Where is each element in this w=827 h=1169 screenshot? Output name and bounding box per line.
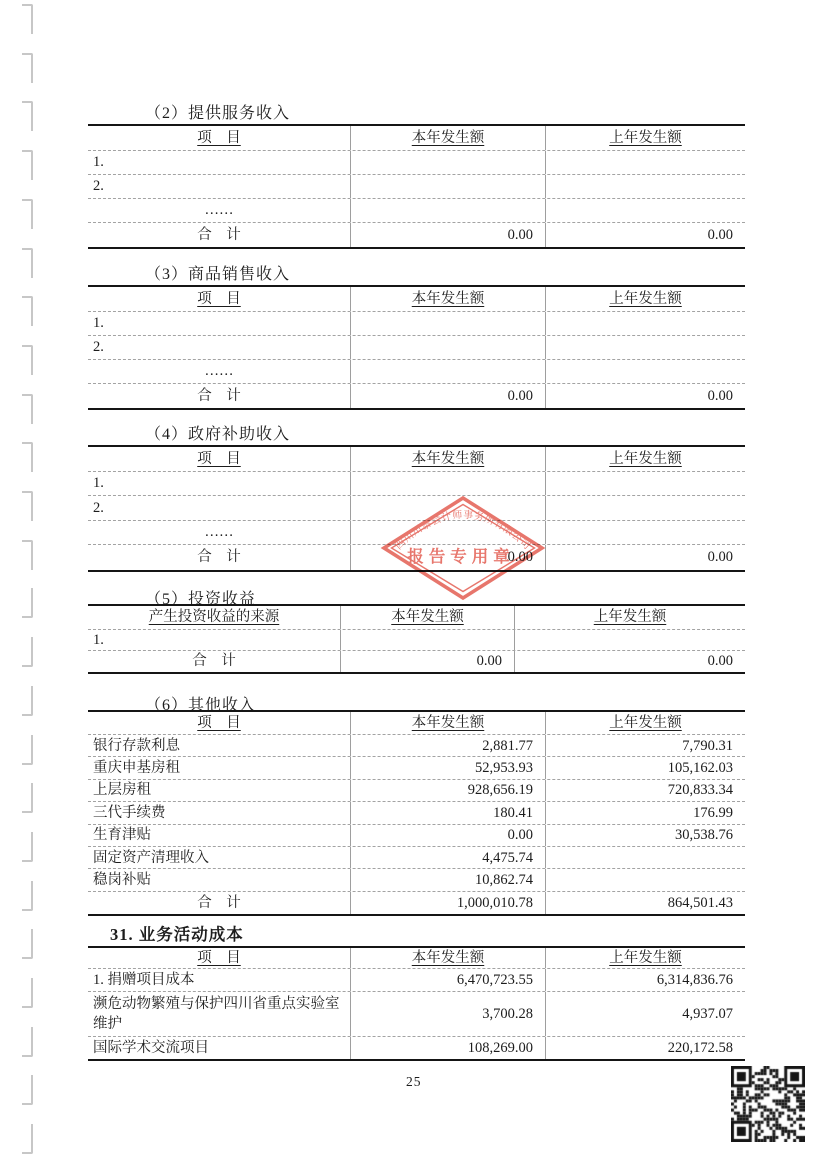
header-cell [88,948,350,968]
row-label-cell: 合 计 [197,549,241,566]
amount-cell: 720,833.34 [545,780,745,801]
binding-mark [22,735,33,765]
row-label-cell: 1. [93,631,104,648]
section-title-activity-cost: 31. 业务活动成本 [110,925,244,944]
binding-mark [22,978,33,1008]
header-cell [88,287,350,311]
table-row [88,992,745,1037]
binding-mark [22,540,33,570]
column-header: 上年发生额 [609,290,682,307]
amount-cell [545,847,745,868]
table-service-income [88,124,745,249]
qr-code [731,1066,805,1142]
binding-mark [22,491,33,521]
binding-mark [22,4,33,34]
column-header: 本年发生额 [411,290,485,307]
row-label-cell: 固定资产清理收入 [93,849,209,866]
header-cell [545,948,745,968]
table-row [88,847,745,869]
amount-cell [350,336,545,359]
amount-cell [545,336,745,359]
section-title-service-income: （2）提供服务收入 [145,105,291,122]
table-header-row [88,287,745,312]
seal-company-name: 四川川泰会计师事务所有限公司 [393,509,533,553]
table-row [88,384,745,408]
section-title-investment-income: （5）投资收益 [145,591,257,608]
column-header: 项 目 [197,949,241,966]
header-cell [350,447,545,471]
table-header-row [88,126,745,151]
column-header: 本年发生额 [411,949,485,966]
page-number: 25 [406,1074,422,1089]
row-label-cell: 上层房租 [93,782,151,799]
row-label-cell: 濒危动物繁殖与保护四川省重点实验室维护 [93,995,340,1032]
header-cell [88,606,340,629]
binding-mark [22,832,33,862]
row-label-cell: 2. [93,499,104,516]
amount-cell [350,312,545,335]
amount-cell [340,630,514,650]
row-label-cell: 国际学术交流项目 [93,1039,209,1056]
amount-cell: 176.99 [545,802,745,823]
table-row [88,802,745,824]
header-cell [545,447,745,471]
row-label-cell: 生育津贴 [93,827,151,844]
table-row [88,175,745,199]
amount-cell [545,360,745,383]
amount-cell [350,496,545,520]
binding-mark [22,345,33,375]
table-row [88,651,745,672]
table-row [88,496,745,521]
table-investment-income [88,604,745,674]
row-label-cell: …… [204,363,234,380]
column-header: 本年发生额 [391,609,464,626]
amount-cell: 0.00 [545,545,745,570]
binding-mark [22,394,33,424]
amount-cell [545,199,745,222]
table-row [88,223,745,247]
binding-mark [22,1075,33,1105]
amount-cell [545,472,745,495]
row-label-cell: 银行存款利息 [93,737,180,754]
column-header: 本年发生额 [411,714,485,731]
binding-mark [22,442,33,472]
amount-cell [545,521,745,544]
column-header: 本年发生额 [411,450,485,467]
column-header: 上年发生额 [593,609,667,626]
column-header: 产生投资收益的来源 [148,609,280,626]
row-label-cell: 1. 捐赠项目成本 [93,971,195,988]
table-row [88,869,745,891]
header-cell [545,287,745,311]
table-row [88,735,745,757]
header-cell [514,606,745,629]
row-label-cell: 稳岗补贴 [93,871,151,888]
row-label-cell: 合 计 [192,653,236,670]
header-cell [350,948,545,968]
row-label-cell: 1. [93,475,104,492]
amount-cell: 6,314,836.76 [545,969,745,991]
amount-cell: 108,269.00 [350,1037,545,1059]
table-row [88,630,745,651]
row-label-cell: …… [204,202,234,219]
column-header: 上年发生额 [609,714,682,731]
amount-cell: 0.00 [545,223,745,247]
amount-cell [350,199,545,222]
row-label-cell: …… [204,524,234,541]
table-activity-cost [88,946,745,1061]
binding-mark [22,783,33,813]
table-row [88,892,745,914]
row-label-cell: 1. [93,315,104,332]
binding-mark [22,686,33,716]
amount-cell: 10,862.74 [350,869,545,890]
amount-cell [545,312,745,335]
table-row [88,545,745,570]
binding-mark [22,637,33,667]
table-row [88,151,745,175]
header-cell [88,447,350,471]
amount-cell [350,472,545,495]
binding-mark [22,199,33,229]
amount-cell: 2,881.77 [350,735,545,756]
table-header-row [88,447,745,472]
binding-mark [22,881,33,911]
binding-mark [22,1027,33,1057]
table-gov-subsidy-income [88,445,745,572]
column-header: 上年发生额 [609,949,682,966]
amount-cell [545,151,745,174]
header-cell [350,126,545,150]
amount-cell [545,175,745,198]
table-row [88,969,745,992]
amount-cell: 0.00 [350,384,545,408]
column-header: 本年发生额 [411,129,485,146]
table-row [88,360,745,384]
column-header: 上年发生额 [609,450,682,467]
row-label-cell: 合 计 [197,226,241,243]
table-row [88,1037,745,1059]
table-header-row [88,948,745,969]
header-cell [88,126,350,150]
table-row [88,825,745,847]
table-row [88,472,745,496]
table-goods-sales-income [88,285,745,410]
amount-cell: 3,700.28 [350,992,545,1036]
amount-cell: 4,937.07 [545,992,745,1036]
table-other-income [88,710,745,916]
amount-cell [545,869,745,890]
section-title-gov-subsidy-income: （4）政府补助收入 [145,426,291,443]
header-cell [545,126,745,150]
amount-cell: 0.00 [350,545,545,570]
amount-cell [350,175,545,198]
row-label-cell: 重庆申基房租 [93,759,180,776]
row-label-cell: 2. [93,178,104,195]
section-title-goods-sales-income: （3）商品销售收入 [145,266,291,283]
table-row [88,521,745,545]
amount-cell [350,360,545,383]
amount-cell: 7,790.31 [545,735,745,756]
header-cell [340,606,514,629]
section-title-other-income: （6）其他收入 [145,697,257,714]
column-header: 项 目 [197,290,241,307]
header-cell [350,287,545,311]
binding-mark [22,929,33,959]
amount-cell: 52,953.93 [350,757,545,778]
amount-cell: 30,538.76 [545,825,745,846]
row-label-cell: 1. [93,154,104,171]
amount-cell: 0.00 [350,223,545,247]
column-header: 上年发生额 [609,129,682,146]
column-header: 项 目 [197,129,241,146]
amount-cell: 864,501.43 [545,892,745,914]
amount-cell: 220,172.58 [545,1037,745,1059]
table-row [88,780,745,802]
amount-cell [350,521,545,544]
amount-cell [350,151,545,174]
row-label-cell: 合 计 [197,894,241,911]
binding-mark [22,248,33,278]
amount-cell: 0.00 [514,651,745,672]
column-header: 项 目 [197,714,241,731]
row-label-cell: 合 计 [197,387,241,404]
amount-cell: 1,000,010.78 [350,892,545,914]
amount-cell: 6,470,723.55 [350,969,545,991]
column-header: 项 目 [197,450,241,467]
table-row [88,199,745,223]
binding-mark [22,588,33,618]
amount-cell: 0.00 [340,651,514,672]
amount-cell: 0.00 [350,825,545,846]
amount-cell [545,496,745,520]
table-row [88,312,745,336]
table-header-row [88,712,745,735]
row-label-cell: 2. [93,339,104,356]
amount-cell: 105,162.03 [545,757,745,778]
binding-mark [22,1124,33,1154]
amount-cell [514,630,745,650]
amount-cell: 928,656.19 [350,780,545,801]
header-cell [545,712,745,734]
amount-cell: 4,475.74 [350,847,545,868]
header-cell [350,712,545,734]
seal-label: 报告专用章 [407,547,515,566]
header-cell [88,712,350,734]
table-header-row [88,606,745,630]
binding-mark [22,53,33,83]
table-row [88,757,745,779]
amount-cell: 180.41 [350,802,545,823]
binding-mark [22,296,33,326]
amount-cell: 0.00 [545,384,745,408]
binding-mark [22,150,33,180]
row-label-cell: 三代手续费 [93,804,166,821]
binding-mark [22,101,33,131]
table-row [88,336,745,360]
